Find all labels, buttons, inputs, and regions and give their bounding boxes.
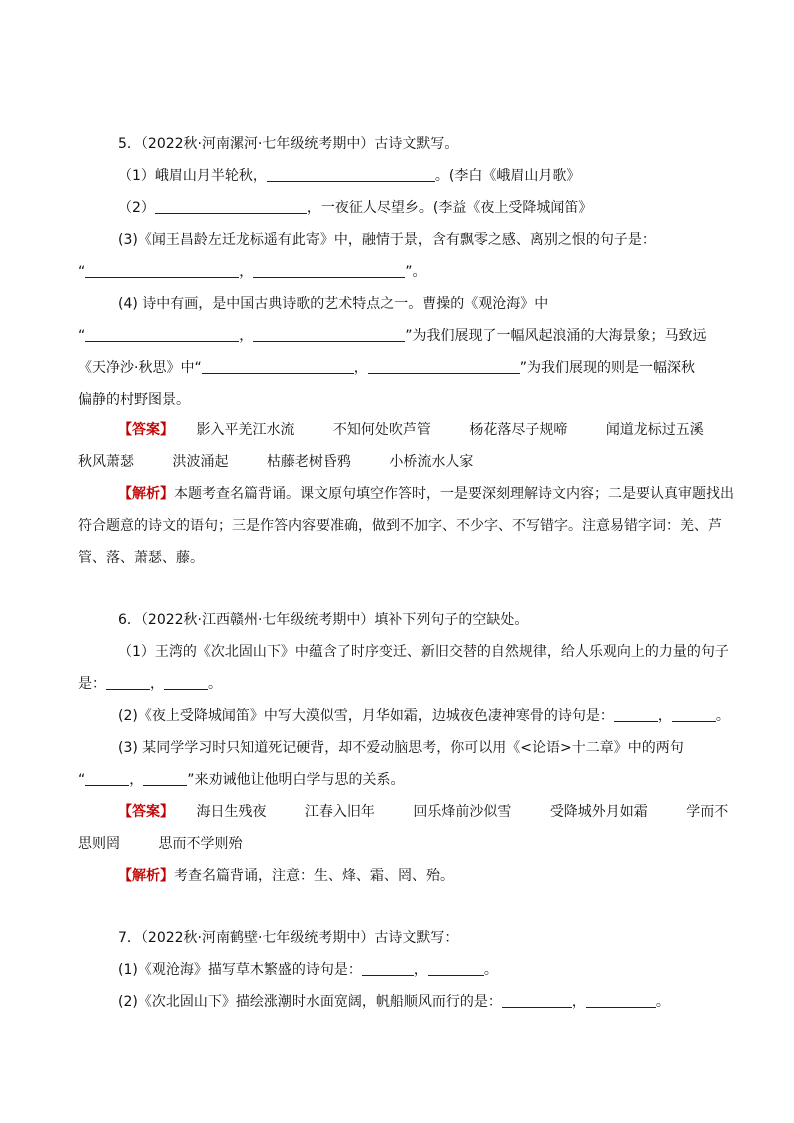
answer-blank[interactable]: [428, 961, 484, 976]
answer-blank[interactable]: [253, 327, 405, 342]
answer-item: 受降城外月如霜: [549, 804, 648, 820]
q5-analysis-line3: 管、落、萧瑟、藤。: [78, 550, 204, 566]
answer-item: 洪波涌起: [172, 454, 229, 470]
q6-part2: (2)《夜上受降城闻笛》中写大漠似雪，月华如霜，边城夜色凄神寒骨的诗句是： ， 。: [118, 708, 730, 724]
q5-part4-blanks: “ ， ”为我们展现了一幅风起浪涌的大海景象；马致远: [78, 328, 707, 344]
answer-blank[interactable]: [106, 675, 150, 690]
q7-part2: (2)《次北固山下》描绘涨潮时水面宽阔，帆船顺风而行的是： ， 。: [118, 994, 670, 1010]
answer-blank[interactable]: [614, 707, 658, 722]
q6-analysis: 【解析】考查名篇背诵，注意：生、烽、霜、罔、殆。: [118, 868, 454, 884]
q6-answer: [118, 802, 794, 822]
q5-part4: (4) 诗中有画，是中国古典诗歌的艺术特点之一。曹操的《观沧海》中: [118, 296, 549, 312]
q6-header: 6．（2022秋·江西赣州·七年级统考期中）填补下列句子的空缺处。: [118, 612, 529, 628]
q5-analysis: 【解析】本题考查名篇背诵。课文原句填空作答时，一是要深刻理解诗文内容；二是要认真审题找出: [118, 486, 734, 502]
answer-item: 闻道龙标过五溪: [605, 422, 704, 438]
q7-header: 7．（2022秋·河南鹤壁·七年级统考期中）古诗文默写：: [118, 930, 459, 946]
q6-answer-line2: [78, 834, 794, 854]
answer-blank[interactable]: [85, 263, 239, 278]
q6-part3: (3) 某同学学习时只知道死记硬背，却不爱动脑思考，你可以用《<论语>十二章》中的两句: [118, 740, 684, 756]
q5-header: 5．（2022秋·河南漯河·七年级统考期中）古诗文默写。: [118, 136, 459, 152]
q5-part3: (3)《闻王昌龄左迁龙标遥有此寄》中，融情于景，含有飘零之感、离别之恨的句子是：: [118, 232, 656, 248]
answer-item: 小桥流水人家: [389, 454, 474, 470]
answer-item: 思则罔: [78, 836, 120, 852]
answer-blank[interactable]: [368, 359, 520, 374]
answer-blank[interactable]: [362, 961, 414, 976]
q5-part4-line3: 偏静的村野图景。: [78, 392, 190, 408]
q7-part1: (1)《观沧海》描写草木繁盛的诗句是： ， 。: [118, 962, 498, 978]
answer-item: 枯藤老树昏鸦: [266, 454, 351, 470]
answer-blank[interactable]: [164, 675, 208, 690]
answer-blank[interactable]: [253, 263, 405, 278]
answer-tag: 【答案】: [118, 804, 174, 820]
answer-item: 杨花落尽子规啼: [469, 422, 568, 438]
q6-part1: （1）王湾的《次北固山下》中蕴含了时序变迁、新旧交替的自然规律，给人乐观向上的力量的句子: [118, 644, 729, 660]
answer-item: 思而不学则殆: [158, 836, 243, 852]
answer-tag: 【答案】: [118, 422, 174, 438]
answer-item: 影入平羌江水流: [196, 422, 295, 438]
q5-part2: （2） ，一夜征人尽望乡。(李益《夜上受降城闻笛》: [118, 200, 593, 216]
answer-blank[interactable]: [586, 993, 656, 1008]
q5-answer-line2: [78, 452, 794, 472]
answer-item: 秋风萧瑟: [78, 454, 134, 470]
answer-blank[interactable]: [672, 707, 716, 722]
q6-part3-blanks: “ ， ”来劝诫他让他明白学与思的关系。: [78, 772, 405, 788]
analysis-tag: 【解析】: [118, 868, 174, 884]
answer-item: 回乐烽前沙似雪: [413, 804, 512, 820]
answer-blank[interactable]: [85, 327, 239, 342]
answer-item: 不知何处吹芦管: [332, 422, 431, 438]
q5-part4-line2: 《天净沙·秋思》中“ ， ”为我们展现的则是一幅深秋: [78, 360, 695, 376]
q6-part1-blanks: 是： ， 。: [78, 676, 222, 692]
answer-blank[interactable]: [202, 359, 354, 374]
analysis-tag: 【解析】: [118, 486, 174, 502]
answer-blank[interactable]: [267, 167, 435, 182]
q5-analysis-line2: 符合题意的诗文的语句；三是作答内容要准确，做到不加字、不少字、不写错字。注意易错字词：羌、芦: [78, 518, 722, 534]
q5-part1: （1）峨眉山月半轮秋， 。(李白《峨眉山月歌》: [118, 168, 581, 184]
answer-blank[interactable]: [85, 771, 129, 786]
answer-item: 学而不: [686, 804, 729, 820]
answer-blank[interactable]: [502, 993, 572, 1008]
answer-item: 海日生残夜: [196, 804, 267, 820]
q5-part3-blanks: “ ， ”。: [78, 264, 427, 280]
q5-answer: [118, 420, 794, 440]
answer-item: 江春入旧年: [304, 804, 375, 820]
answer-blank[interactable]: [155, 199, 307, 214]
answer-blank[interactable]: [143, 771, 187, 786]
